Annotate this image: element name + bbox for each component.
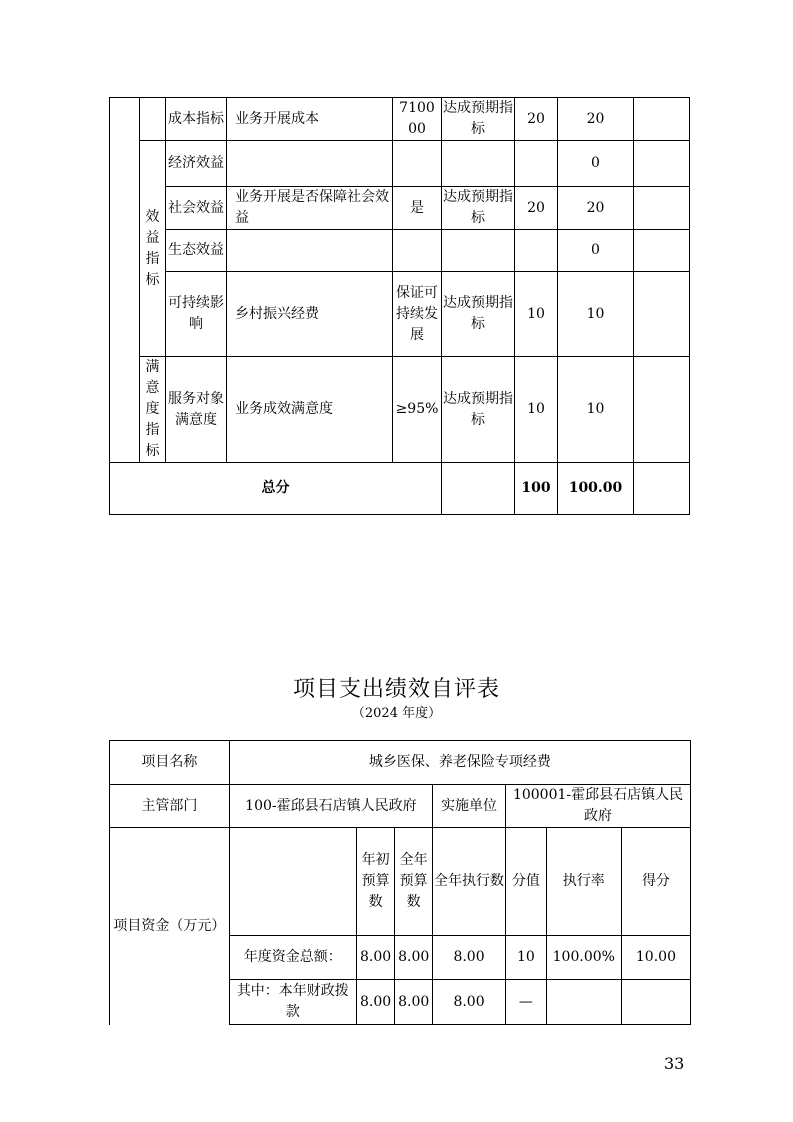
total-note <box>634 463 690 515</box>
indicator-table <box>109 97 690 515</box>
funds-total-score: 10.00 <box>621 936 690 980</box>
form-title: 项目支出绩效自评表 <box>292 677 500 702</box>
actual-cell: 达成预期指标 <box>442 98 515 141</box>
content-cell <box>227 230 393 272</box>
actual-cell: 达成预期指标 <box>442 272 515 357</box>
total-row <box>110 463 690 515</box>
score-cell: 10 <box>558 272 634 357</box>
header-executed: 全年执行数 <box>432 828 505 936</box>
funds-fiscal-rate <box>546 980 621 1025</box>
total-score: 100.00 <box>558 463 634 515</box>
funds-fiscal-points: — <box>506 980 547 1025</box>
weight-cell: 20 <box>515 187 558 230</box>
lv1-cell: 效益指标 <box>140 141 166 357</box>
lv2-cell: 生态效益 <box>166 230 227 272</box>
content-cell: 业务开展成本 <box>227 98 393 141</box>
funds-fiscal-score <box>621 980 690 1025</box>
score-cell: 0 <box>558 230 634 272</box>
total-actual-cell <box>442 463 515 515</box>
funds-total-initial: 8.00 <box>356 936 395 980</box>
score-cell: 10 <box>558 357 634 463</box>
actual-cell: 达成预期指标 <box>442 357 515 463</box>
table-row <box>110 98 690 141</box>
funds-total-points: 10 <box>506 936 547 980</box>
note-cell <box>634 187 690 230</box>
weight-cell: 20 <box>515 98 558 141</box>
table-row <box>110 141 690 187</box>
dept-value: 100-霍邱县石店镇人民政府 <box>229 785 432 828</box>
total-label: 总分 <box>110 463 442 515</box>
score-cell: 20 <box>558 98 634 141</box>
funds-blank-cell <box>229 828 356 936</box>
table-row <box>110 187 690 230</box>
funds-total-annual: 8.00 <box>395 936 433 980</box>
dept-row <box>110 785 691 828</box>
weight-cell: 10 <box>515 272 558 357</box>
funds-header-row <box>110 828 691 936</box>
target-cell: ≥95% <box>393 357 442 463</box>
lv1-cell <box>140 98 166 141</box>
unit-label: 实施单位 <box>432 785 505 828</box>
header-initial: 年初预算数 <box>356 828 395 936</box>
dept-label: 主管部门 <box>110 785 230 828</box>
indicator-blank-cell <box>110 98 140 463</box>
funds-fiscal-executed: 8.00 <box>432 980 505 1025</box>
project-name-label: 项目名称 <box>110 741 230 785</box>
project-name-row <box>110 741 691 785</box>
header-annual: 全年预算数 <box>395 828 433 936</box>
funds-fiscal-annual: 8.00 <box>395 980 433 1025</box>
target-cell <box>393 230 442 272</box>
header-rate: 执行率 <box>546 828 621 936</box>
header-points: 分值 <box>506 828 547 936</box>
table-row <box>110 357 690 463</box>
form-subtitle: （2024 年度） <box>351 706 442 721</box>
note-cell <box>634 141 690 187</box>
header-score: 得分 <box>621 828 690 936</box>
funds-fiscal-label: 其中：本年财政拨款 <box>229 980 356 1025</box>
lv2-cell: 经济效益 <box>166 141 227 187</box>
lv2-cell: 社会效益 <box>166 187 227 230</box>
note-cell <box>634 357 690 463</box>
funds-fiscal-initial: 8.00 <box>356 980 395 1025</box>
note-cell <box>634 272 690 357</box>
score-cell: 20 <box>558 187 634 230</box>
lv2-cell: 成本指标 <box>166 98 227 141</box>
lv2-cell: 服务对象满意度 <box>166 357 227 463</box>
unit-value: 100001-霍邱县石店镇人民政府 <box>506 785 691 828</box>
funds-total-executed: 8.00 <box>432 936 505 980</box>
score-cell: 0 <box>558 141 634 187</box>
weight-cell <box>515 141 558 187</box>
content-cell: 业务开展是否保障社会效益 <box>227 187 393 230</box>
content-cell <box>227 141 393 187</box>
note-cell <box>634 98 690 141</box>
lv1-cell: 满意度指标 <box>140 357 166 463</box>
actual-cell <box>442 141 515 187</box>
funds-total-rate: 100.00% <box>546 936 621 980</box>
actual-cell <box>442 230 515 272</box>
lv2-cell: 可持续影响 <box>166 272 227 357</box>
table-row <box>110 230 690 272</box>
target-cell: 保证可持续发展 <box>393 272 442 357</box>
content-cell: 乡村振兴经费 <box>227 272 393 357</box>
total-weight: 100 <box>515 463 558 515</box>
funds-total-label: 年度资金总额： <box>229 936 356 980</box>
note-cell <box>634 230 690 272</box>
weight-cell <box>515 230 558 272</box>
target-cell <box>393 141 442 187</box>
target-cell: 7100 00 <box>393 98 442 141</box>
table-row <box>110 272 690 357</box>
content-cell: 业务成效满意度 <box>227 357 393 463</box>
weight-cell: 10 <box>515 357 558 463</box>
funds-label: 项目资金（万元） <box>110 828 230 1025</box>
page-number: 33 <box>664 1054 685 1073</box>
project-name-value: 城乡医保、养老保险专项经费 <box>229 741 690 785</box>
self-eval-table <box>109 740 691 1025</box>
actual-cell: 达成预期指标 <box>442 187 515 230</box>
target-cell: 是 <box>393 187 442 230</box>
